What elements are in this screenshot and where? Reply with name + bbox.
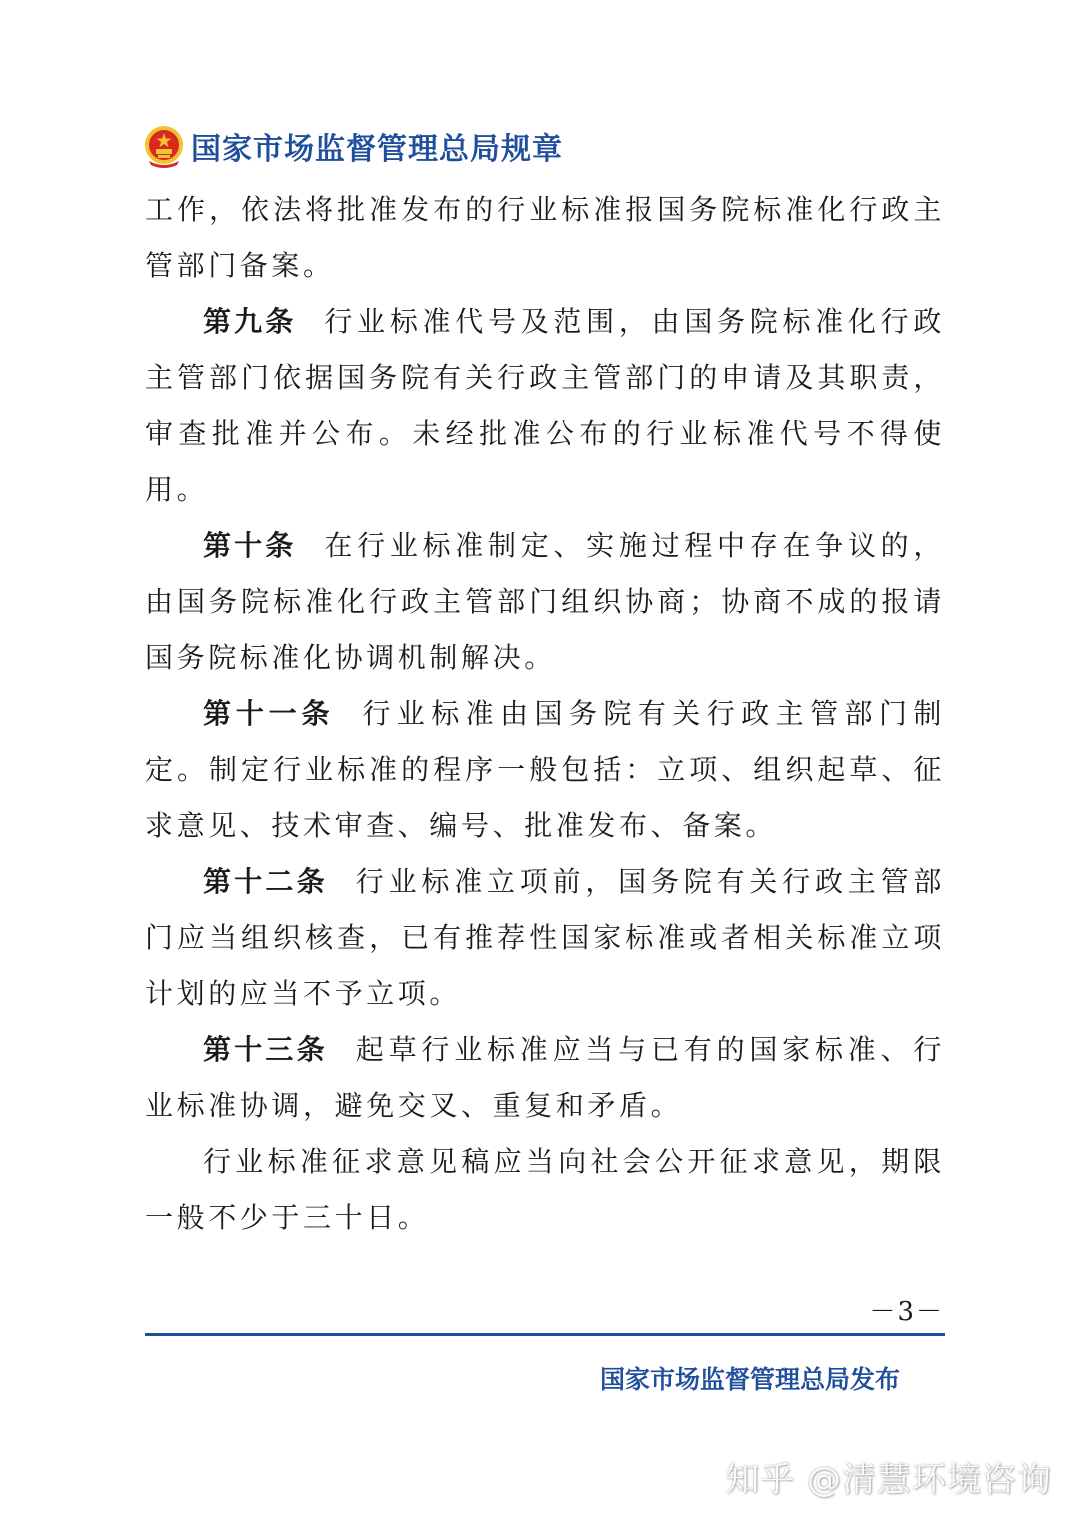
- article-number: 第十条: [203, 529, 297, 562]
- article-number: 第十一条: [203, 697, 335, 730]
- footer-divider: [145, 1333, 945, 1336]
- document-body: [145, 182, 945, 1246]
- article-paragraph: [145, 686, 945, 854]
- paragraph-text: 行业标准代号及范围，由国务院标准化行政主管部门依据国务院有关行政主管部门的申请及其职责，审查批准并公布。未经批准公布的行业标准代号不得使用。: [145, 305, 945, 506]
- watermark: 知乎 @清慧环境咨询: [725, 1460, 1052, 1500]
- article-paragraph: [145, 294, 945, 518]
- national-emblem-icon: [143, 123, 185, 169]
- article-paragraph: [145, 1022, 945, 1134]
- paragraph: [145, 1134, 945, 1246]
- paragraph-text: 工作，依法将批准发布的行业标准报国务院标准化行政主管部门备案。: [145, 193, 945, 282]
- paragraph-text: 行业标准由国务院有关行政主管部门制定。制定行业标准的程序一般包括：立项、组织起草、征求意见、技术审查、编号、批准发布、备案。: [145, 697, 945, 842]
- header-title: 国家市场监督管理总局规章: [191, 132, 563, 167]
- article-number: 第九条: [203, 305, 297, 338]
- article-number: 第十二条: [203, 865, 328, 898]
- article-number: 第十三条: [203, 1033, 328, 1066]
- article-paragraph: [145, 518, 945, 686]
- document-header: [143, 118, 563, 174]
- article-paragraph: [145, 854, 945, 1022]
- footer-publisher: 国家市场监督管理总局发布: [599, 1365, 900, 1394]
- paragraph-text: 起草行业标准应当与已有的国家标准、行业标准协调，避免交叉、重复和矛盾。: [145, 1033, 945, 1122]
- paragraph-text: 在行业标准制定、实施过程中存在争议的，由国务院标准化行政主管部门组织协商；协商不成的报请国务院标准化协调机制解决。: [145, 529, 945, 674]
- page-number: －3－: [869, 1297, 944, 1327]
- paragraph-text: 行业标准征求意见稿应当向社会公开征求意见，期限一般不少于三十日。: [145, 1145, 945, 1234]
- paragraph: [145, 182, 945, 294]
- paragraph-text: 行业标准立项前，国务院有关行政主管部门应当组织核查，已有推荐性国家标准或者相关标准立项计划的应当不予立项。: [145, 865, 945, 1010]
